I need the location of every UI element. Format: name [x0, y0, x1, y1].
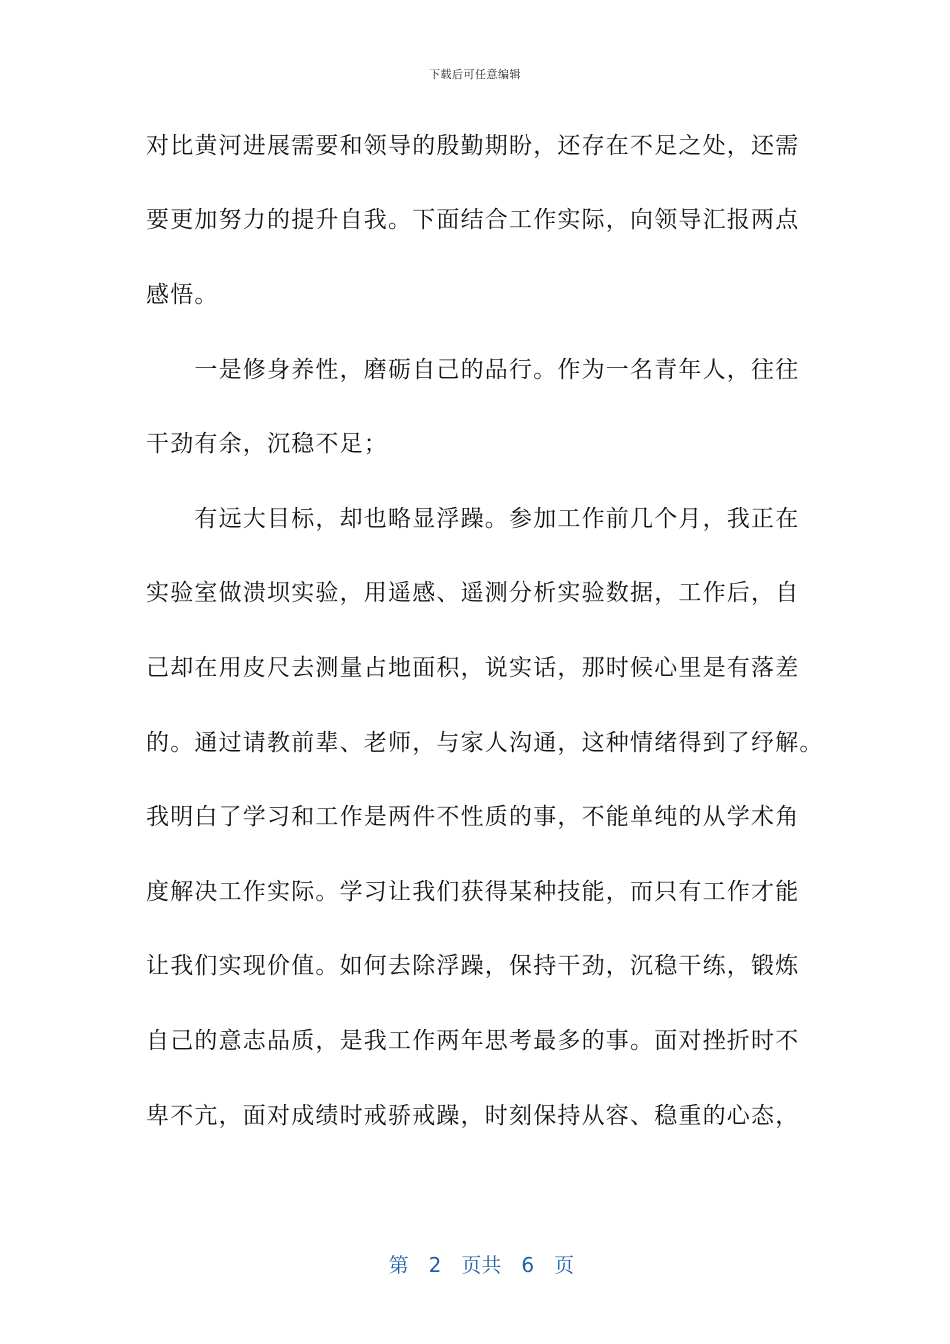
- current-page-number: 2: [428, 1253, 442, 1277]
- page-label-mid: 页共: [461, 1253, 502, 1277]
- body-line: 让我们实现价值。如何去除浮躁，保持干劲，沉稳干练，锻炼: [146, 953, 800, 979]
- body-line: 的。通过请教前辈、老师，与家人沟通，这种情绪得到了纾解。: [146, 730, 824, 756]
- total-pages-number: 6: [521, 1253, 535, 1277]
- body-line: 干劲有余，沉稳不足；: [146, 431, 388, 457]
- body-line: 对比黄河进展需要和领导的殷勤期盼，还存在不足之处，还需: [146, 133, 800, 159]
- body-line: 有远大目标，却也略显浮躁。参加工作前几个月，我正在: [146, 506, 800, 532]
- page-footer: [0, 1225, 950, 1278]
- body-line: 要更加努力的提升自我。下面结合工作实际，向领导汇报两点: [146, 207, 800, 233]
- body-line: 感悟。: [146, 282, 219, 308]
- body-line: 卑不亢，面对成绩时戒骄戒躁，时刻保持从容、稳重的心态，: [146, 1103, 800, 1129]
- body-line: 一是修身养性，磨砺自己的品行。作为一名青年人，往往: [146, 357, 800, 383]
- page-header: 下载后可任意编辑: [429, 68, 521, 81]
- body-line: 己却在用皮尺去测量占地面积，说实话，那时候心里是有落差: [146, 655, 800, 681]
- body-line: 自己的意志品质，是我工作两年思考最多的事。面对挫折时不: [146, 1028, 800, 1054]
- body-line: 度解决工作实际。学习让我们获得某种技能，而只有工作才能: [146, 879, 800, 905]
- body-line: 我明白了学习和工作是两件不性质的事，不能单纯的从学术角: [146, 804, 800, 830]
- page-label-suffix: 页: [554, 1253, 575, 1277]
- page-label-prefix: 第: [388, 1253, 409, 1277]
- body-line: 实验室做溃坝实验，用遥感、遥测分析实验数据，工作后，自: [146, 580, 800, 606]
